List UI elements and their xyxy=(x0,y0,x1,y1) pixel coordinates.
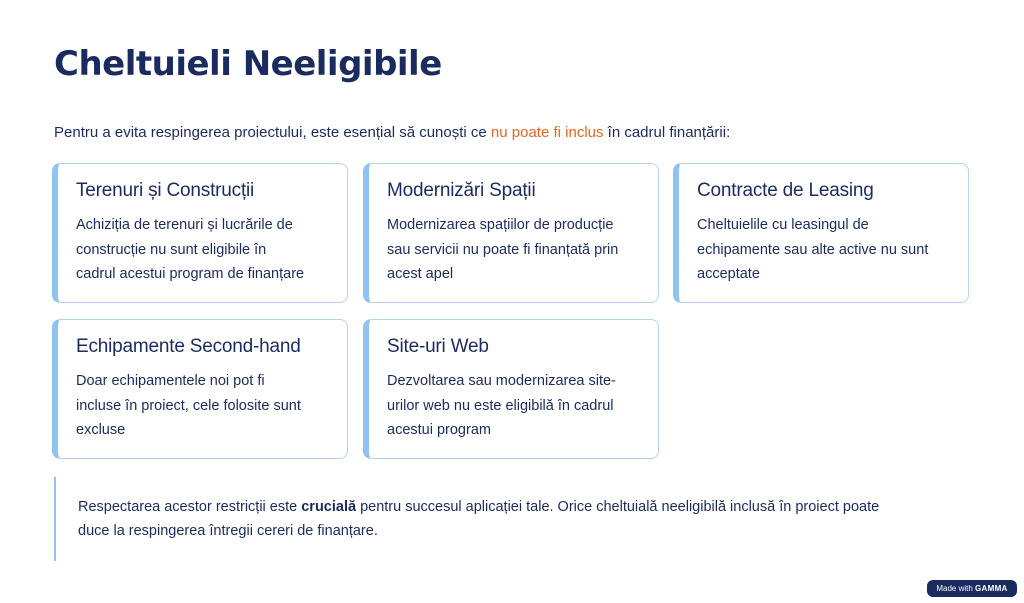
card-description xyxy=(697,213,952,287)
card-echipamente-second-hand xyxy=(52,319,348,459)
card-description-line: construcție nu sunt eligibile în xyxy=(76,241,267,258)
card-site-uri-web xyxy=(363,319,659,459)
callout-text-start: Respectarea acestor restricții este xyxy=(78,499,302,515)
card-description xyxy=(387,213,642,287)
card-description-line: echipamente sau alte active nu sunt xyxy=(697,241,929,258)
card-description-line: acest apel xyxy=(387,266,454,282)
card-description-line: Achiziția de terenuri și lucrările de xyxy=(76,217,293,233)
card-modernizari-spatii xyxy=(363,163,659,303)
card-description-line: excluse xyxy=(76,422,126,438)
card-description-line: sau servicii nu poate fi finanțată prin xyxy=(387,241,619,258)
card-description-line: cadrul acestui program de finanțare xyxy=(76,266,305,282)
card-description-line: Modernizarea spațiilor de producție xyxy=(387,217,614,233)
callout-bold-text: crucială xyxy=(301,499,357,515)
card-title: Terenuri și Construcții xyxy=(76,180,255,201)
callout-text-line2: duce la respingerea întregii cereri de finanțare. xyxy=(78,523,378,539)
intro-text-end: în cadrul finanțării: xyxy=(603,124,731,141)
intro-highlight: nu poate fi inclus xyxy=(490,124,604,141)
card-title: Site-uri Web xyxy=(387,336,489,357)
card-description xyxy=(387,369,642,443)
card-description-line: acceptate xyxy=(697,266,760,282)
callout-text-end: pentru succesul aplicației tale. Orice cheltuială neeligibilă inclusă în proiect poate xyxy=(356,499,880,515)
card-description-line: Cheltuielile cu leasingul de xyxy=(697,217,869,233)
badge-prefix: Made with xyxy=(936,584,976,593)
card-description-line: acestui program xyxy=(387,422,491,438)
callout-note xyxy=(54,477,974,561)
card-description-line: incluse în proiect, cele folosite sunt xyxy=(76,397,301,414)
made-with-gamma-badge[interactable] xyxy=(927,580,1017,597)
card-title: Modernizări Spații xyxy=(387,180,536,201)
gamma-logo: GAMMA xyxy=(975,584,1008,593)
intro-text-start: Pentru a evita respingerea proiectului, este esențial să cunoști ce xyxy=(54,124,491,141)
card-contracte-leasing xyxy=(673,163,969,303)
card-description xyxy=(76,369,331,443)
card-title: Echipamente Second-hand xyxy=(76,336,301,357)
card-description-line: urilor web nu este eligibilă în cadrul xyxy=(387,397,614,414)
card-description-line: Doar echipamentele noi pot fi xyxy=(76,373,265,389)
card-description xyxy=(76,213,331,287)
card-description-line: Dezvoltarea sau modernizarea site- xyxy=(387,373,616,389)
card-title: Contracte de Leasing xyxy=(697,180,874,201)
intro-text xyxy=(54,124,730,141)
page-title: Cheltuieli Neeligibile xyxy=(54,44,442,84)
card-terenuri-constructii xyxy=(52,163,348,303)
